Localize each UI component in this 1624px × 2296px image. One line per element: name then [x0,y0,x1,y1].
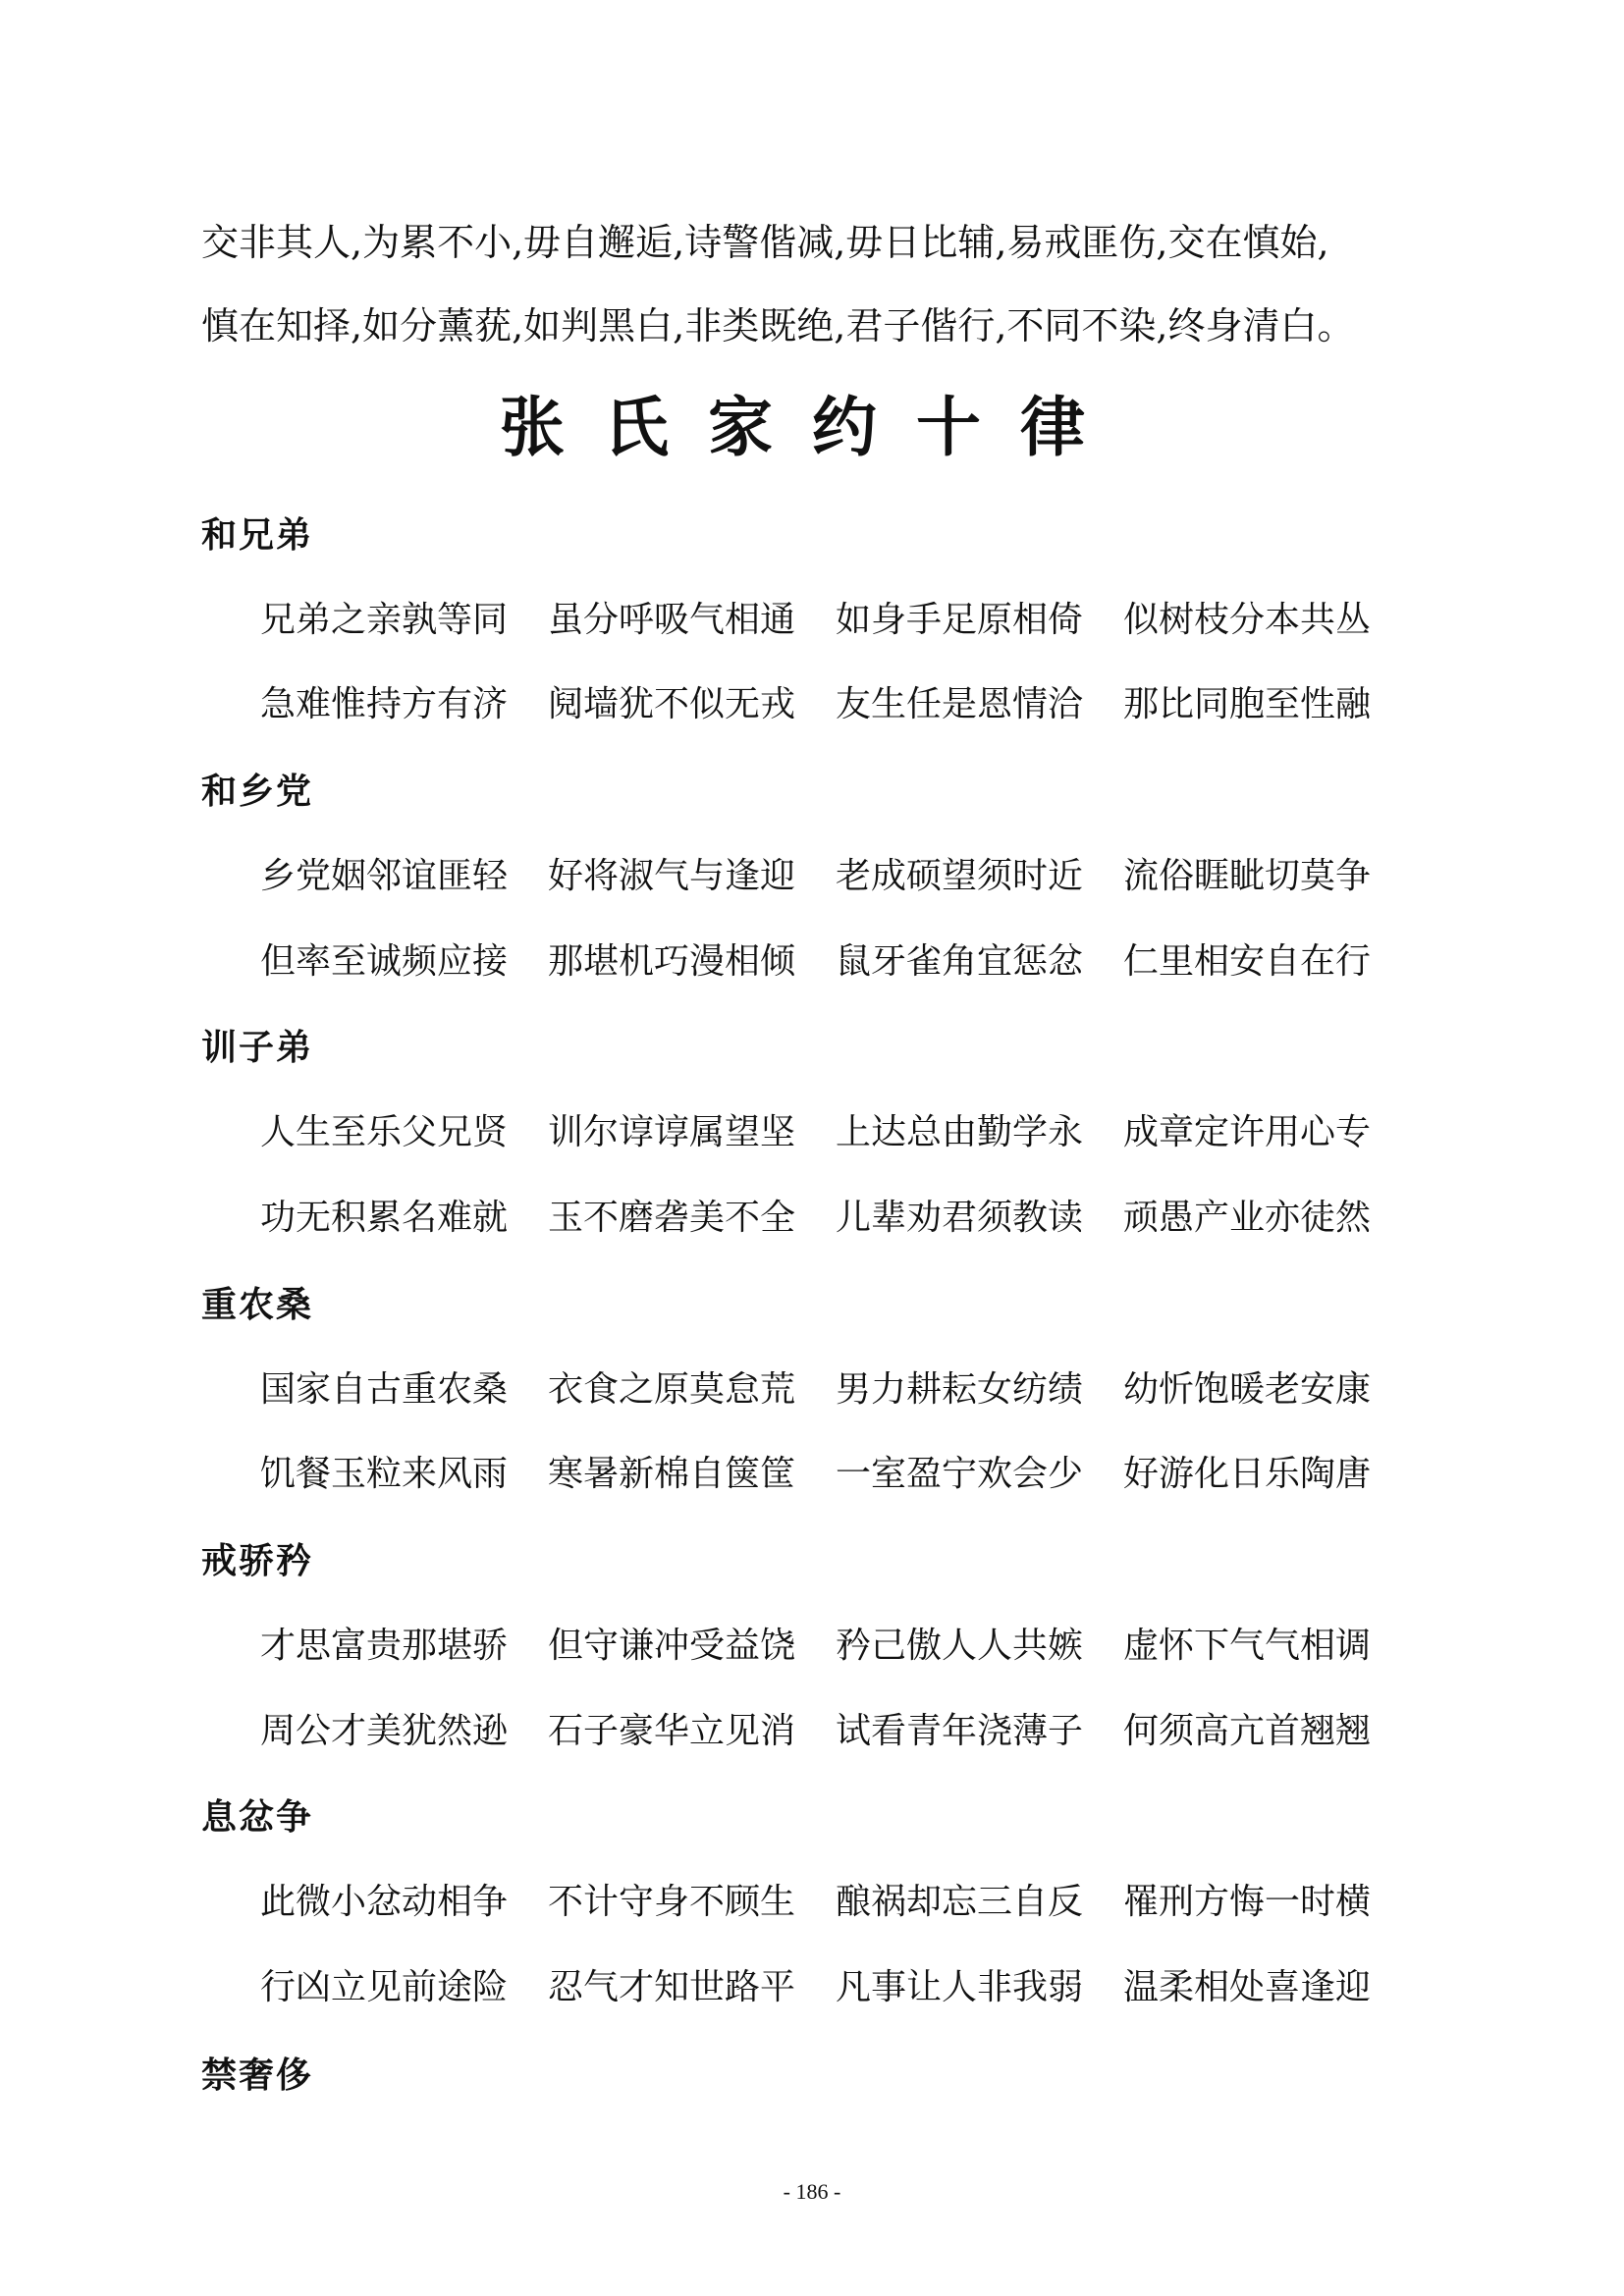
verse-segment: 玉不磨砻美不全 [548,1198,796,1238]
verse-segment: 仁里相安自在行 [1123,941,1372,982]
verse-segment: 温柔相处喜逢迎 [1123,1967,1372,2007]
verse-line [260,1451,1438,1498]
verse-segment: 兄弟之亲孰等同 [260,600,509,640]
verse-segment: 友生任是恩情洽 [836,684,1084,724]
verse-segment: 那比同胞至性融 [1123,684,1372,724]
verse-segment: 虽分呼吸气相通 [548,600,796,640]
section-heading-xun-zi-di: 训子弟 [201,1027,314,1068]
verse-line [260,681,1438,728]
verse-segment: 训尔谆谆属望坚 [548,1112,796,1152]
verse-segment: 矜己傲人人共嫉 [836,1626,1084,1666]
verse-segment: 寒暑新棉自箧筐 [548,1454,796,1494]
verse-segment: 似树枝分本共丛 [1123,600,1372,640]
verse-line [260,1623,1438,1670]
verse-segment: 急难惟持方有济 [260,684,509,724]
section-heading-he-xiang-dang: 和乡党 [201,771,314,812]
verse-line [260,1366,1438,1414]
verse-line [260,938,1438,986]
verse-line [260,1879,1438,1926]
section-heading-zhong-nong-sang: 重农桑 [201,1284,314,1325]
section-heading-he-xiong-di: 和兄弟 [201,514,314,556]
verse-line [260,597,1438,644]
verse-segment: 行凶立见前途险 [260,1967,509,2007]
verse-segment: 人生至乐父兄贤 [260,1112,509,1152]
document-title: 张氏家约十律 [500,389,1124,465]
verse-segment: 幼忻饱暖老安康 [1123,1369,1372,1410]
verse-segment: 衣食之原莫怠荒 [548,1369,796,1410]
verse-segment: 阋墙犹不似无戎 [548,684,796,724]
verse-segment: 儿辈劝君须教读 [836,1198,1084,1238]
verse-segment: 饥餐玉粒来风雨 [260,1454,509,1494]
intro-line-1: 交非其人,为累不小,毋自邂逅,诗警偕减,毋日比辅,易戒匪伤,交在慎始, [201,221,1329,264]
verse-segment: 虚怀下气气相调 [1123,1626,1372,1666]
verse-segment: 功无积累名难就 [260,1198,509,1238]
verse-segment: 老成硕望须时近 [836,856,1084,896]
verse-segment: 乡党姻邻谊匪轻 [260,856,509,896]
verse-line [260,1964,1438,2011]
verse-line [260,1708,1438,1755]
section-heading-jin-she-chi: 禁奢侈 [201,2055,314,2096]
verse-segment: 但率至诚频应接 [260,941,509,982]
verse-segment: 男力耕耘女纺绩 [836,1369,1084,1410]
section-heading-xi-fen-zheng: 息忿争 [201,1796,314,1838]
verse-segment: 上达总由勤学永 [836,1112,1084,1152]
verse-segment: 石子豪华立见消 [548,1711,796,1751]
verse-segment: 但守谦冲受益饶 [548,1626,796,1666]
verse-segment: 不计守身不顾生 [548,1882,796,1922]
verse-segment: 国家自古重农桑 [260,1369,509,1410]
verse-segment: 好将淑气与逢迎 [548,856,796,896]
verse-line [260,853,1438,900]
verse-segment: 忍气才知世路平 [548,1967,796,2007]
verse-segment: 一室盈宁欢会少 [836,1454,1084,1494]
page-number: - 186 - [783,2179,841,2204]
verse-segment: 周公才美犹然逊 [260,1711,509,1751]
verse-segment: 酿祸却忘三自反 [836,1882,1084,1922]
intro-line-2: 慎在知择,如分薰莸,如判黑白,非类既绝,君子偕行,不同不染,终身清白。 [201,304,1355,347]
verse-line [260,1195,1438,1242]
verse-segment: 那堪机巧漫相倾 [548,941,796,982]
verse-segment: 顽愚产业亦徒然 [1123,1198,1372,1238]
verse-segment: 好游化日乐陶唐 [1123,1454,1372,1494]
verse-line [260,1109,1438,1156]
verse-segment: 此微小忿动相争 [260,1882,509,1922]
verse-segment: 成章定许用心专 [1123,1112,1372,1152]
verse-segment: 流俗睚眦切莫争 [1123,856,1372,896]
verse-segment: 何须高亢首翘翘 [1123,1711,1372,1751]
verse-segment: 如身手足原相倚 [836,600,1084,640]
verse-segment: 鼠牙雀角宜惩忿 [836,941,1084,982]
verse-segment: 罹刑方悔一时横 [1123,1882,1372,1922]
verse-segment: 凡事让人非我弱 [836,1967,1084,2007]
verse-segment: 试看青年浇薄子 [836,1711,1084,1751]
verse-segment: 才思富贵那堪骄 [260,1626,509,1666]
section-heading-jie-jiao-jin: 戒骄矜 [201,1540,314,1581]
